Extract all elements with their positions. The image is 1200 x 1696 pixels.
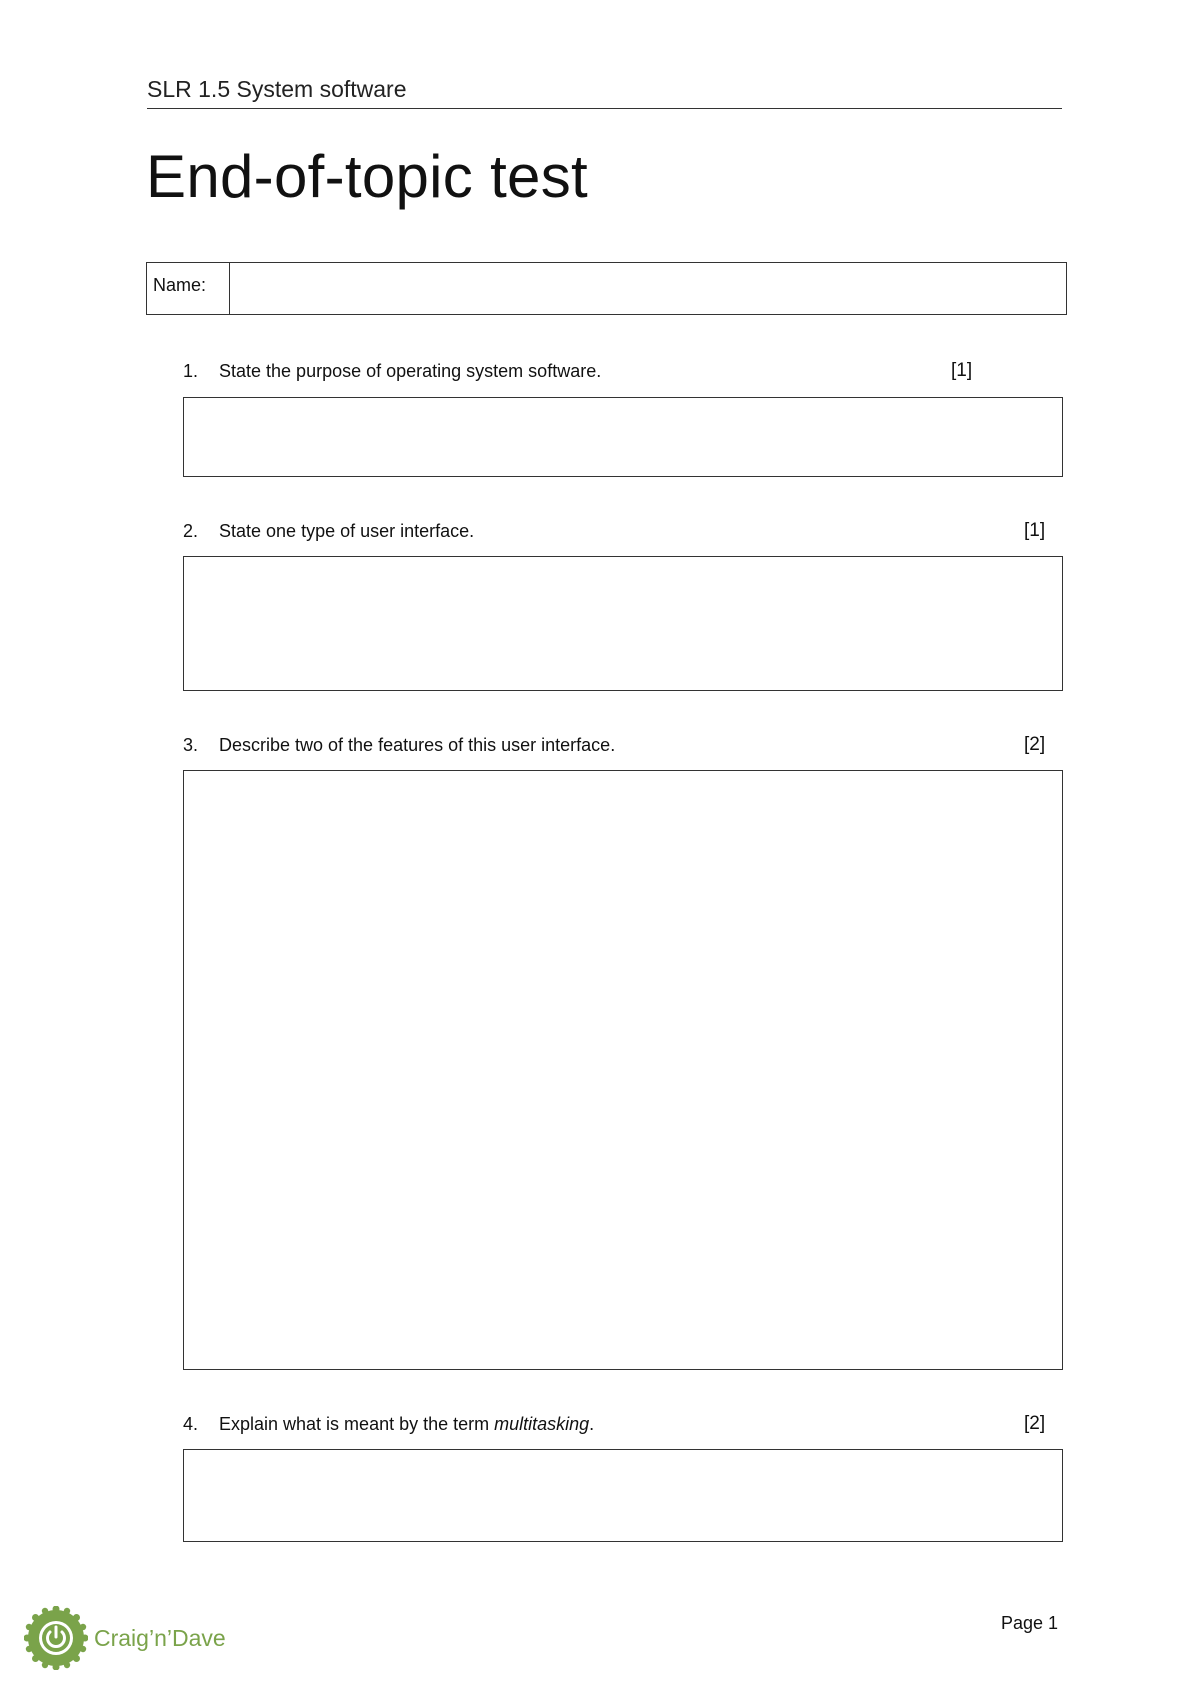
question-3-marks: [2] xyxy=(1024,734,1046,755)
question-3-answer[interactable] xyxy=(183,770,1063,1370)
question-4-marks: [2] xyxy=(1024,1413,1046,1434)
page-title: End-of-topic test xyxy=(146,143,588,210)
question-4-text xyxy=(219,1414,594,1435)
question-4-term: multitasking xyxy=(494,1414,590,1434)
name-row xyxy=(146,262,1067,315)
question-1-text: State the purpose of operating system software. xyxy=(219,361,602,381)
header-title: SLR 1.5 System software xyxy=(147,76,407,102)
header-divider xyxy=(147,108,1062,109)
power-icon xyxy=(24,1606,88,1670)
name-label-cell xyxy=(147,263,230,314)
question-2-answer[interactable] xyxy=(183,556,1063,691)
question-4-number: 4. xyxy=(183,1414,199,1434)
question-2-marks: [1] xyxy=(1024,520,1046,541)
question-2-text: State one type of user interface. xyxy=(219,521,475,541)
name-label: Name: xyxy=(153,275,207,295)
question-1-marks: [1] xyxy=(951,360,973,381)
question-2-number: 2. xyxy=(183,521,199,541)
question-4-text-after: . xyxy=(589,1414,595,1434)
question-4-answer[interactable] xyxy=(183,1449,1063,1542)
question-4-text-before: Explain what is meant by the term xyxy=(219,1414,495,1434)
question-3-number: 3. xyxy=(183,735,199,755)
page-number: Page 1 xyxy=(1001,1613,1059,1633)
question-3-text: Describe two of the features of this user interface. xyxy=(219,735,616,755)
name-input[interactable] xyxy=(230,263,1066,314)
question-1-answer[interactable] xyxy=(183,397,1063,477)
question-1-number: 1. xyxy=(183,361,199,381)
brand-logo-text: Craig’n’Dave xyxy=(94,1625,226,1651)
